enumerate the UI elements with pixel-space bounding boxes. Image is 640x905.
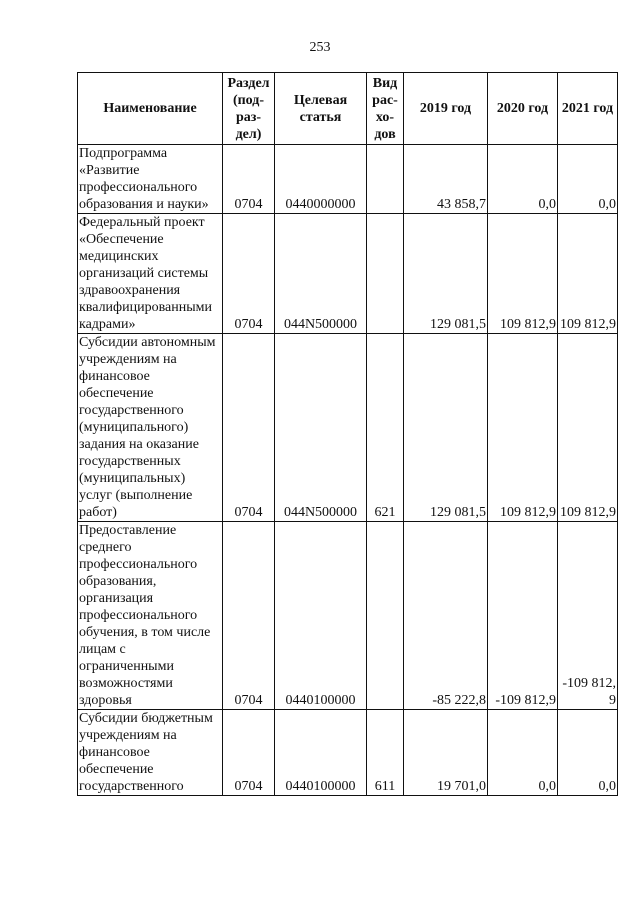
header-section: Раздел (под-раз-дел) [223, 73, 275, 145]
row-target: 044N500000 [275, 214, 367, 334]
table-row [78, 522, 618, 710]
row-2019: 129 081,5 [404, 334, 488, 522]
row-target: 0440100000 [275, 710, 367, 796]
row-name: Предоставление среднего профессионального образования, организация профессионального обучения, в том числе лицам с ограниченными возможностями здоровья [78, 522, 223, 710]
row-target: 044N500000 [275, 334, 367, 522]
row-section: 0704 [223, 334, 275, 522]
row-expense-type: 621 [367, 334, 404, 522]
row-2020: 0,0 [488, 145, 558, 214]
header-2021: 2021 год [558, 73, 618, 145]
row-expense-type [367, 214, 404, 334]
row-expense-type [367, 522, 404, 710]
row-2019: 19 701,0 [404, 710, 488, 796]
row-2020: -109 812,9 [488, 522, 558, 710]
header-2020: 2020 год [488, 73, 558, 145]
row-expense-type [367, 145, 404, 214]
row-2020: 109 812,9 [488, 334, 558, 522]
table-row [78, 145, 618, 214]
row-name: Подпрограмма «Развитие профессионального образования и науки» [78, 145, 223, 214]
row-target: 0440100000 [275, 522, 367, 710]
header-expense-type: Вид рас-хо-дов [367, 73, 404, 145]
row-section: 0704 [223, 214, 275, 334]
header-target: Целевая статья [275, 73, 367, 145]
row-2021: 109 812,9 [558, 214, 618, 334]
budget-table [77, 72, 618, 796]
row-2021: 0,0 [558, 145, 618, 214]
row-2020: 0,0 [488, 710, 558, 796]
row-name: Субсидии автономным учреждениям на финансовое обеспечение государственного (муниципального) задания на оказание государственных (муниципальных) услуг (выполнение работ) [78, 334, 223, 522]
table-row [78, 334, 618, 522]
row-name: Субсидии бюджетным учреждениям на финансовое обеспечение государственного [78, 710, 223, 796]
page-number: 253 [309, 40, 331, 55]
row-2019: 129 081,5 [404, 214, 488, 334]
header-2019: 2019 год [404, 73, 488, 145]
row-section: 0704 [223, 145, 275, 214]
row-expense-type: 611 [367, 710, 404, 796]
row-2021: -109 812,9 [558, 522, 618, 710]
row-2019: 43 858,7 [404, 145, 488, 214]
row-2020: 109 812,9 [488, 214, 558, 334]
table-row [78, 214, 618, 334]
table-header-row [78, 73, 618, 145]
row-2021: 0,0 [558, 710, 618, 796]
row-section: 0704 [223, 522, 275, 710]
table-row [78, 710, 618, 796]
row-name: Федеральный проект «Обеспечение медицинских организаций системы здравоохранения квалифицированными кадрами» [78, 214, 223, 334]
header-name: Наименование [78, 73, 223, 145]
row-2019: -85 222,8 [404, 522, 488, 710]
row-section: 0704 [223, 710, 275, 796]
row-target: 0440000000 [275, 145, 367, 214]
row-2021: 109 812,9 [558, 334, 618, 522]
